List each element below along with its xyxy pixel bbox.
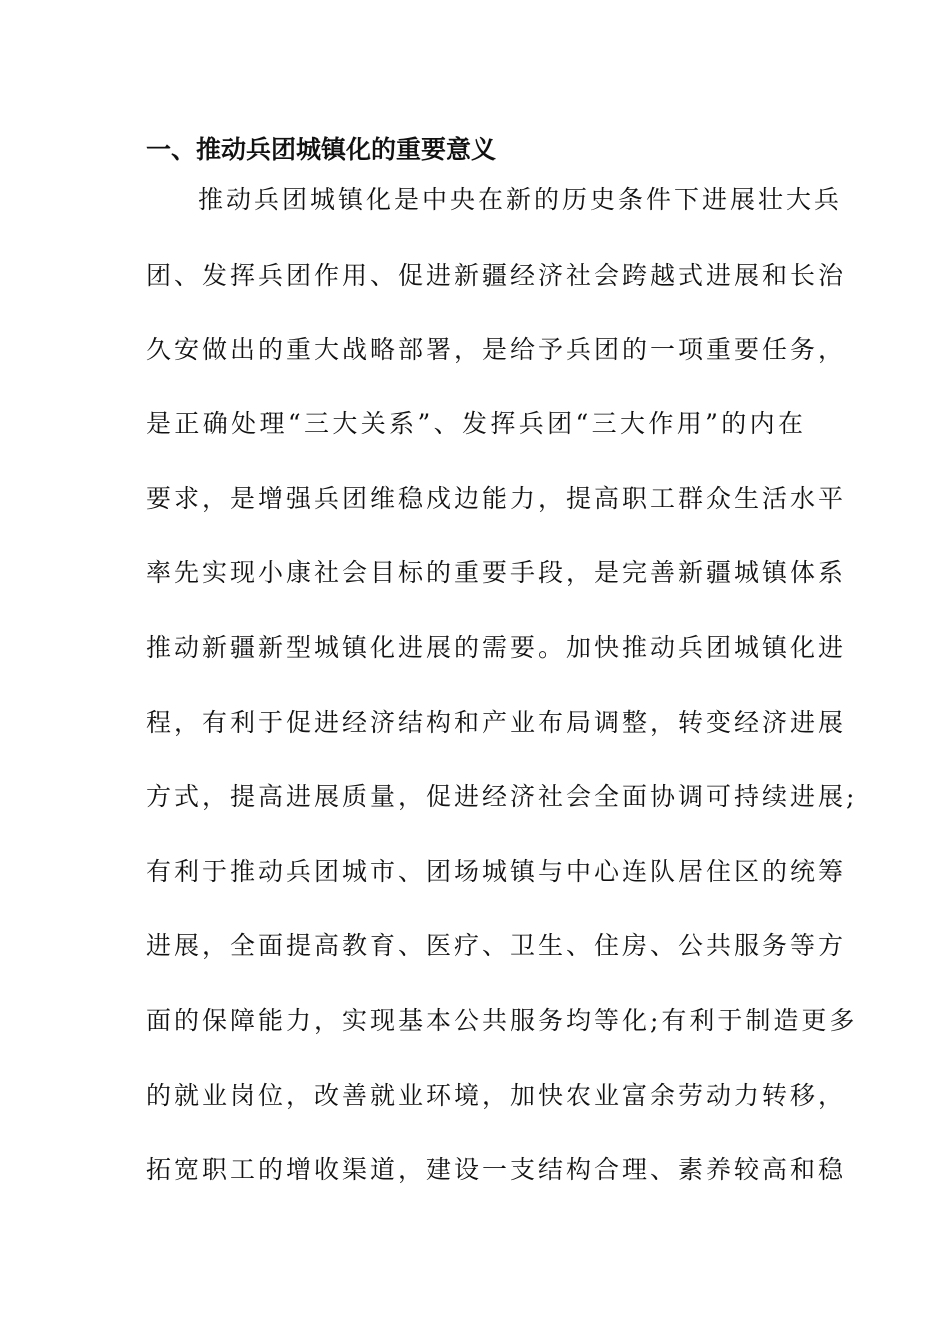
- paragraph-line: 要求，是增强兵团维稳戍边能力，提高职工群众生活水平: [146, 484, 847, 513]
- paragraph-line: 拓宽职工的增收渠道，建设一支结构合理、素养较高和稳: [146, 1155, 847, 1184]
- paragraph-line: 的就业岗位，改善就业环境，加快农业富余劳动力转移，: [146, 1081, 847, 1110]
- paragraph-line: 程，有利于促进经济结构和产业布局调整，转变经济进展: [146, 708, 847, 737]
- paragraph-line: 推动兵团城镇化是中央在新的历史条件下进展壮大兵: [198, 185, 843, 214]
- section-heading: 一、推动兵团城镇化的重要意义: [146, 135, 497, 164]
- paragraph-line: 方式，提高进展质量，促进经济社会全面协调可持续进展;: [146, 782, 858, 811]
- paragraph-line: 有利于推动兵团城市、团场城镇与中心连队居住区的统筹: [146, 857, 847, 886]
- paragraph-line: 团、发挥兵团作用、促进新疆经济社会跨越式进展和长治: [146, 261, 847, 290]
- paragraph-line: 久安做出的重大战略部署，是给予兵团的一项重要任务，: [146, 335, 847, 364]
- paragraph-line: 推动新疆新型城镇化进展的需要。加快推动兵团城镇化进: [146, 633, 847, 662]
- paragraph-line: 面的保障能力，实现基本公共服务均等化;有利于制造更多: [146, 1006, 858, 1035]
- paragraph-line: 是正确处理“三大关系”、发挥兵团“三大作用”的内在: [146, 409, 806, 438]
- paragraph-line: 进展，全面提高教育、医疗、卫生、住房、公共服务等方: [146, 931, 847, 960]
- paragraph-line: 率先实现小康社会目标的重要手段，是完善新疆城镇体系: [146, 558, 847, 587]
